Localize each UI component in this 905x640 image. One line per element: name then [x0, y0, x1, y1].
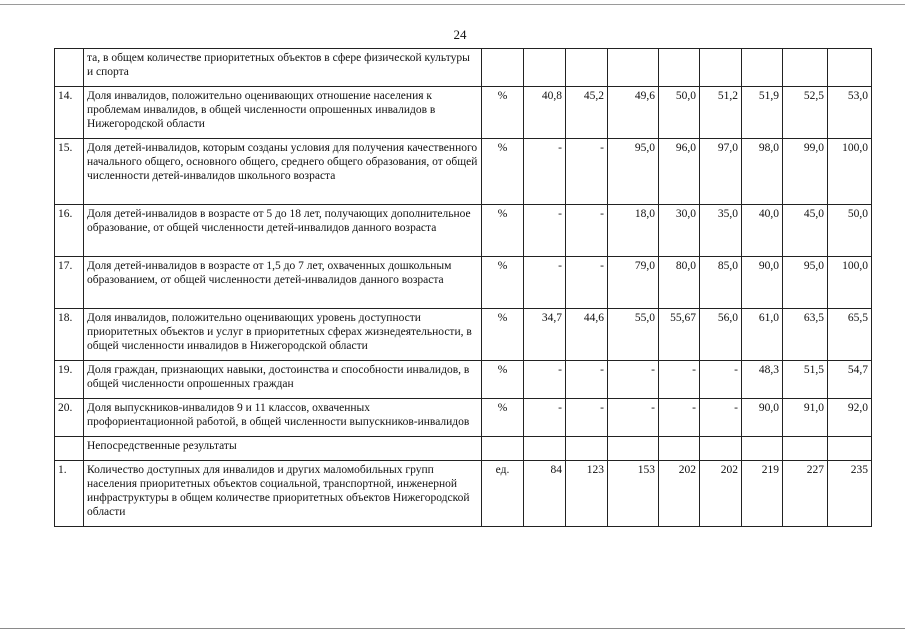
value-cell: 96,0 — [659, 139, 700, 205]
value-cell: 55,67 — [659, 309, 700, 361]
value-cell: 92,0 — [828, 399, 872, 437]
value-cell: - — [608, 361, 659, 399]
value-cell — [524, 49, 566, 87]
unit-cell: % — [482, 399, 524, 437]
value-cell: - — [566, 205, 608, 257]
value-cell: 97,0 — [700, 139, 742, 205]
value-cell: 80,0 — [659, 257, 700, 309]
value-cell: - — [566, 361, 608, 399]
indicator-description-cell: Количество доступных для инвалидов и других маломобильных групп населения приоритетных объектов социальной, транспортной, инженерной инфраструктуры в общем количестве приоритетных объектов Нижегородской области — [84, 461, 482, 527]
indicator-description-cell: Доля инвалидов, положительно оценивающих уровень доступности приоритетных объектов и услуг в приоритетных сферах жизнедеятельности, в общей численности инвалидов в Нижегородской области — [84, 309, 482, 361]
indicator-description-cell: Непосредственные результаты — [84, 437, 482, 461]
value-cell — [742, 437, 783, 461]
unit-cell: ед. — [482, 461, 524, 527]
table-row — [55, 309, 872, 361]
unit-cell: % — [482, 139, 524, 205]
value-cell — [659, 49, 700, 87]
value-cell: - — [659, 361, 700, 399]
row-number-cell: 17. — [55, 257, 84, 309]
value-cell: - — [608, 399, 659, 437]
indicator-description-cell: Доля детей-инвалидов, которым созданы условия для получения качественного начального общего, основного общего, среднего общего образования, от общей численности детей-инвалидов школьного возраста — [84, 139, 482, 205]
value-cell — [566, 49, 608, 87]
value-cell: 91,0 — [783, 399, 828, 437]
table-row — [55, 437, 872, 461]
value-cell: 95,0 — [783, 257, 828, 309]
value-cell — [608, 437, 659, 461]
scan-edge-top — [0, 4, 905, 5]
unit-cell — [482, 437, 524, 461]
value-cell: 34,7 — [524, 309, 566, 361]
value-cell — [783, 437, 828, 461]
unit-cell — [482, 49, 524, 87]
value-cell: 227 — [783, 461, 828, 527]
value-cell: - — [524, 205, 566, 257]
row-number-cell — [55, 437, 84, 461]
value-cell: 84 — [524, 461, 566, 527]
value-cell: - — [700, 361, 742, 399]
value-cell — [828, 437, 872, 461]
value-cell — [700, 49, 742, 87]
value-cell: 219 — [742, 461, 783, 527]
value-cell: - — [524, 139, 566, 205]
table-row — [55, 461, 872, 527]
value-cell: 51,5 — [783, 361, 828, 399]
table-row — [55, 139, 872, 205]
value-cell: 55,0 — [608, 309, 659, 361]
value-cell: 90,0 — [742, 257, 783, 309]
unit-cell: % — [482, 257, 524, 309]
page-number: 24 — [453, 27, 467, 42]
value-cell: 40,0 — [742, 205, 783, 257]
value-cell: 65,5 — [828, 309, 872, 361]
row-number-cell: 19. — [55, 361, 84, 399]
unit-cell: % — [482, 87, 524, 139]
value-cell: 49,6 — [608, 87, 659, 139]
value-cell: - — [659, 399, 700, 437]
value-cell: 98,0 — [742, 139, 783, 205]
value-cell: 50,0 — [828, 205, 872, 257]
value-cell: 85,0 — [700, 257, 742, 309]
value-cell — [524, 437, 566, 461]
value-cell: 44,6 — [566, 309, 608, 361]
table-row — [55, 399, 872, 437]
value-cell — [700, 437, 742, 461]
value-cell: 79,0 — [608, 257, 659, 309]
table-row — [55, 361, 872, 399]
indicator-description-cell: Доля выпускников-инвалидов 9 и 11 классов, охваченных профориентационной работой, в общей численности выпускников-инвалидов — [84, 399, 482, 437]
value-cell: 100,0 — [828, 257, 872, 309]
value-cell: - — [700, 399, 742, 437]
table-row — [55, 49, 872, 87]
value-cell: 53,0 — [828, 87, 872, 139]
indicator-description-cell: та, в общем количестве приоритетных объектов в сфере физической культуры и спорта — [84, 49, 482, 87]
value-cell: 51,9 — [742, 87, 783, 139]
value-cell: 35,0 — [700, 205, 742, 257]
value-cell: 61,0 — [742, 309, 783, 361]
value-cell: 50,0 — [659, 87, 700, 139]
value-cell: 45,0 — [783, 205, 828, 257]
value-cell — [566, 437, 608, 461]
value-cell: - — [524, 257, 566, 309]
value-cell: 202 — [659, 461, 700, 527]
unit-cell: % — [482, 309, 524, 361]
value-cell: 90,0 — [742, 399, 783, 437]
value-cell: 100,0 — [828, 139, 872, 205]
value-cell — [742, 49, 783, 87]
value-cell: 51,2 — [700, 87, 742, 139]
indicator-description-cell: Доля граждан, признающих навыки, достоинства и способности инвалидов, в общей численности опрошенных граждан — [84, 361, 482, 399]
value-cell: 56,0 — [700, 309, 742, 361]
indicators-table — [54, 48, 872, 527]
row-number-cell: 20. — [55, 399, 84, 437]
indicator-description-cell: Доля детей-инвалидов в возрасте от 1,5 до 7 лет, охваченных дошкольным образованием, от общей численности детей-инвалидов данного возраста — [84, 257, 482, 309]
value-cell: 48,3 — [742, 361, 783, 399]
value-cell: 45,2 — [566, 87, 608, 139]
unit-cell: % — [482, 205, 524, 257]
value-cell: - — [566, 139, 608, 205]
value-cell — [783, 49, 828, 87]
value-cell: 202 — [700, 461, 742, 527]
table-row — [55, 205, 872, 257]
value-cell: 18,0 — [608, 205, 659, 257]
value-cell: 123 — [566, 461, 608, 527]
value-cell: 95,0 — [608, 139, 659, 205]
value-cell: 52,5 — [783, 87, 828, 139]
value-cell — [608, 49, 659, 87]
row-number-cell: 18. — [55, 309, 84, 361]
value-cell: 30,0 — [659, 205, 700, 257]
indicator-description-cell: Доля инвалидов, положительно оценивающих отношение населения к проблемам инвалидов, в общей численности опрошенных инвалидов в Нижегородской области — [84, 87, 482, 139]
value-cell: - — [566, 399, 608, 437]
table-row — [55, 257, 872, 309]
scan-edge-bottom — [0, 628, 905, 629]
value-cell: 54,7 — [828, 361, 872, 399]
value-cell: 153 — [608, 461, 659, 527]
table-row — [55, 87, 872, 139]
indicator-description-cell: Доля детей-инвалидов в возрасте от 5 до 18 лет, получающих дополнительное образование, от общей численности детей-инвалидов данного возраста — [84, 205, 482, 257]
value-cell: - — [524, 399, 566, 437]
value-cell: 63,5 — [783, 309, 828, 361]
value-cell: - — [524, 361, 566, 399]
row-number-cell: 15. — [55, 139, 84, 205]
value-cell: 99,0 — [783, 139, 828, 205]
value-cell — [659, 437, 700, 461]
row-number-cell: 16. — [55, 205, 84, 257]
unit-cell: % — [482, 361, 524, 399]
row-number-cell — [55, 49, 84, 87]
value-cell: 235 — [828, 461, 872, 527]
row-number-cell: 14. — [55, 87, 84, 139]
value-cell — [828, 49, 872, 87]
row-number-cell: 1. — [55, 461, 84, 527]
value-cell: - — [566, 257, 608, 309]
value-cell: 40,8 — [524, 87, 566, 139]
